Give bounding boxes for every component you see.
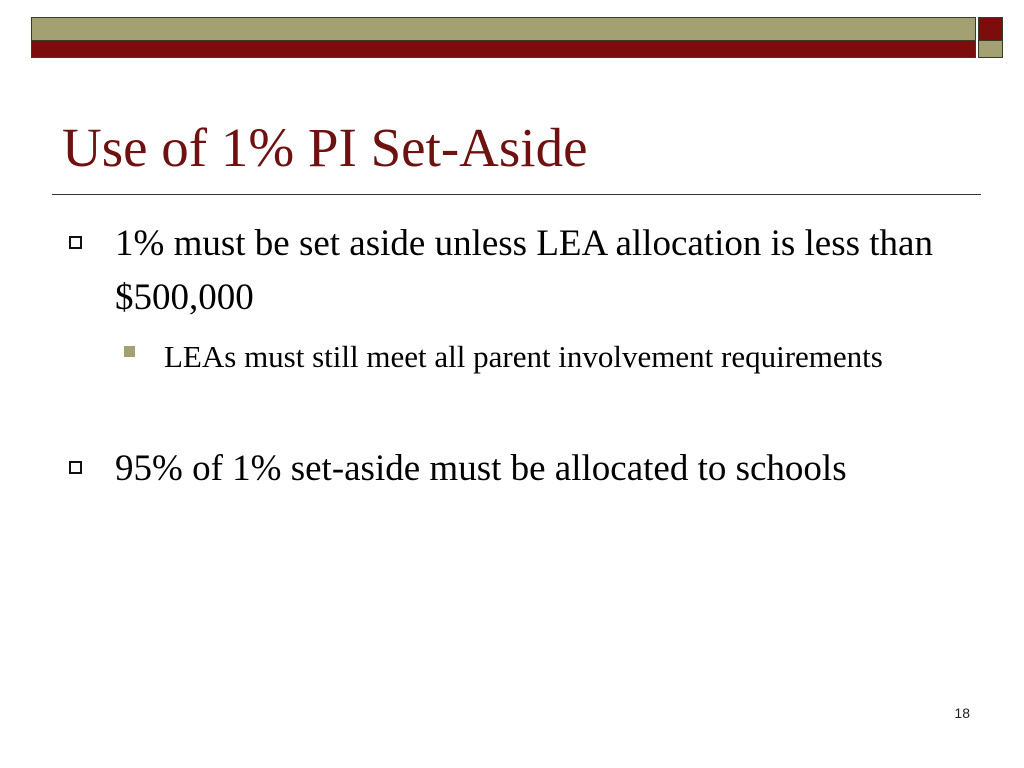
hollow-square-icon — [69, 461, 82, 474]
bullet-item: 1% must be set aside unless LEA allocation is less than $500,000 — [115, 223, 933, 318]
header-banner-maroon — [31, 41, 976, 58]
bullet-item: 95% of 1% set-aside must be allocated to schools — [115, 448, 847, 489]
slide-title: Use of 1% PI Set-Aside — [62, 117, 588, 178]
corner-square-maroon — [978, 17, 1003, 41]
header-banner-olive — [31, 17, 976, 41]
page-number: 18 — [954, 705, 970, 721]
hollow-square-icon — [69, 236, 82, 249]
title-divider — [52, 194, 981, 195]
sub-bullet-item: LEAs must still meet all parent involvement requirements — [164, 339, 883, 374]
corner-square-olive — [978, 41, 1003, 58]
filled-square-icon — [124, 346, 135, 357]
